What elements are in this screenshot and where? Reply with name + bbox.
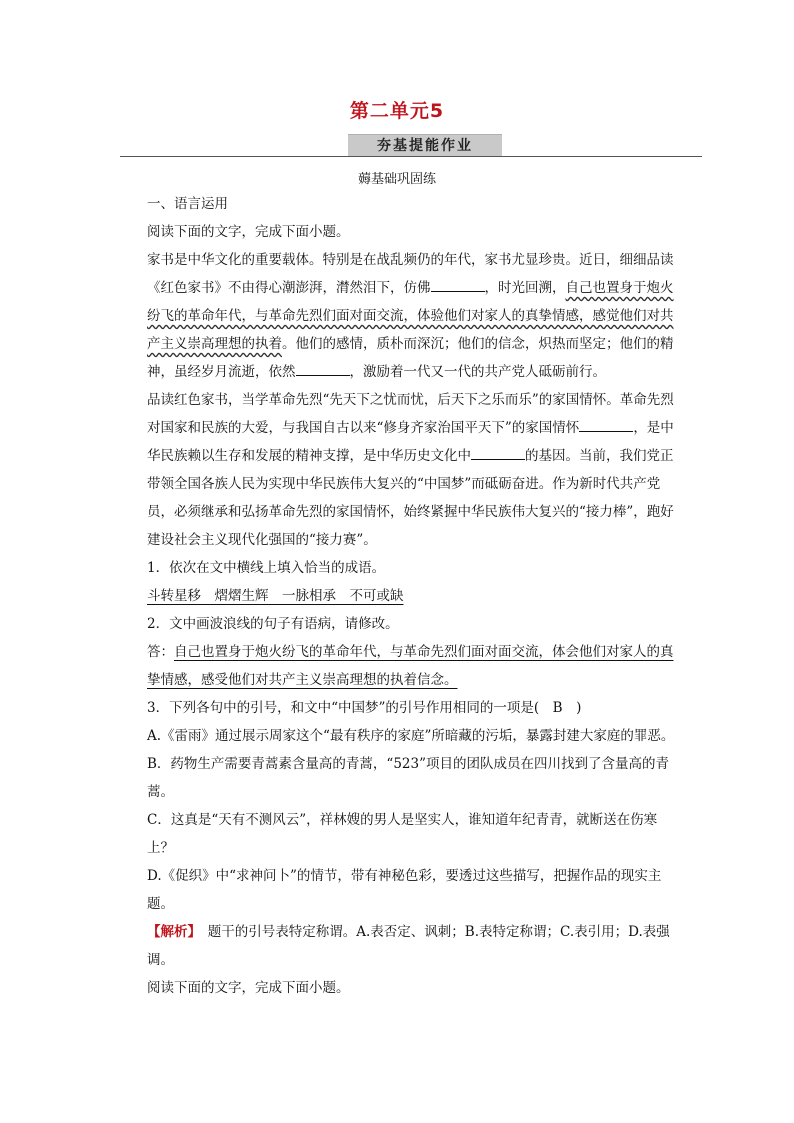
option-d: D.《促织》中“求神问卜”的情节，带有神秘色彩，要透过这些描写，把握作品的现实主题。 (147, 868, 662, 912)
divider (120, 156, 702, 157)
section-heading: 一、语言运用 (147, 196, 228, 212)
passage-paragraph-2: 品读红色家书，当学革命先烈“先天下之忧而忧，后天下之乐而乐”的家国情怀。革命先烈对国家和民族的大爱，与我国自古以来“修身齐家治国平天下”的家国情怀 ，是中华民族赖以生存和发展的精神支撑，是中华历史文化中 的基因。当前，我们党正带领全国各族人民为实现中华民族伟大复兴的“中国梦”而砥砺奋进。作为新时代共产党员，必须继承和弘扬革命先烈的家国情怀，始终紧握中华民族伟大复兴的“接力棒”，跑好建设社会主义现代化强国的“接力赛”。 (147, 392, 674, 548)
fill-blank (431, 277, 485, 292)
analysis-label: 【解析】 (147, 924, 195, 940)
question-2: 2．文中画波浪线的句子有语病，请修改。 (147, 616, 399, 632)
answer-1: 斗转星移 熠熠生辉 一脉相承 不可或缺 (147, 588, 404, 604)
analysis: 【解析】 题干的引号表特定称谓。A.表否定、讽刺；B.表特定称谓；C.表引用；D.表强调。 (147, 924, 670, 968)
question-1: 1．依次在文中横线上填入恰当的成语。 (147, 560, 386, 576)
document-body (120, 190, 678, 1002)
option-b: B．药物生产需要青蒿素含量高的青蒿，“523”项目的团队成员在四川找到了含量高的青蒿。 (147, 756, 669, 800)
fill-blank (296, 361, 350, 376)
question-3: 3．下列各句中的引号，和文中“中国梦”的引号作用相同的一项是( B ) (147, 700, 582, 716)
section-banner (348, 134, 502, 157)
wavy-underlined-sentence: 自己也置身于炮火纷飞的革命年代，与革命先烈们面对面交流，体验他们对家人的真挚情感，感觉他们对共产主义崇高理想的执着 (147, 280, 674, 352)
banner-label: 夯基提能作业 (377, 138, 473, 154)
instruction: 阅读下面的文字，完成下面小题。 (147, 980, 350, 996)
option-c: C．这真是“天有不测风云”，祥林嫂的男人是坚实人，谁知道年纪青青，就断送在伤寒上？ (147, 812, 658, 856)
fill-blank (471, 445, 525, 460)
option-a: A.《雷雨》通过展示周家这个“最有秩序的家庭”所暗藏的污垢，暴露封建大家庭的罪恶。 (147, 728, 675, 744)
page-title: 第二单元5 (349, 100, 445, 122)
subtitle: 薅基础巩固练 (357, 172, 436, 187)
passage-paragraph-1: 家书是中华文化的重要载体。特别是在战乱频仍的年代，家书尤显珍贵。近日，细细品读《红色家书》不由得心潮澎湃，潸然泪下，仿佛 ，时光回溯，自己也置身于炮火纷飞的革命年代，与革命先烈们面对面交流，体验他们对家人的真挚情感，感觉他们对共产主义崇高理想的执着。他们的感情，质朴而深沉；他们的信念，炽热而坚定；他们的精神，虽经岁月流逝，依然 ，激励着一代又一代的共产党人砥砺前行。 (147, 252, 674, 380)
answer-2: 答：自己也置身于炮火纷飞的革命年代，与革命先烈们面对面交流，体会他们对家人的真挚情感，感受他们对共产主义崇高理想的执着信念。 (147, 644, 674, 688)
instruction: 阅读下面的文字，完成下面小题。 (147, 224, 350, 240)
fill-blank (579, 417, 633, 432)
